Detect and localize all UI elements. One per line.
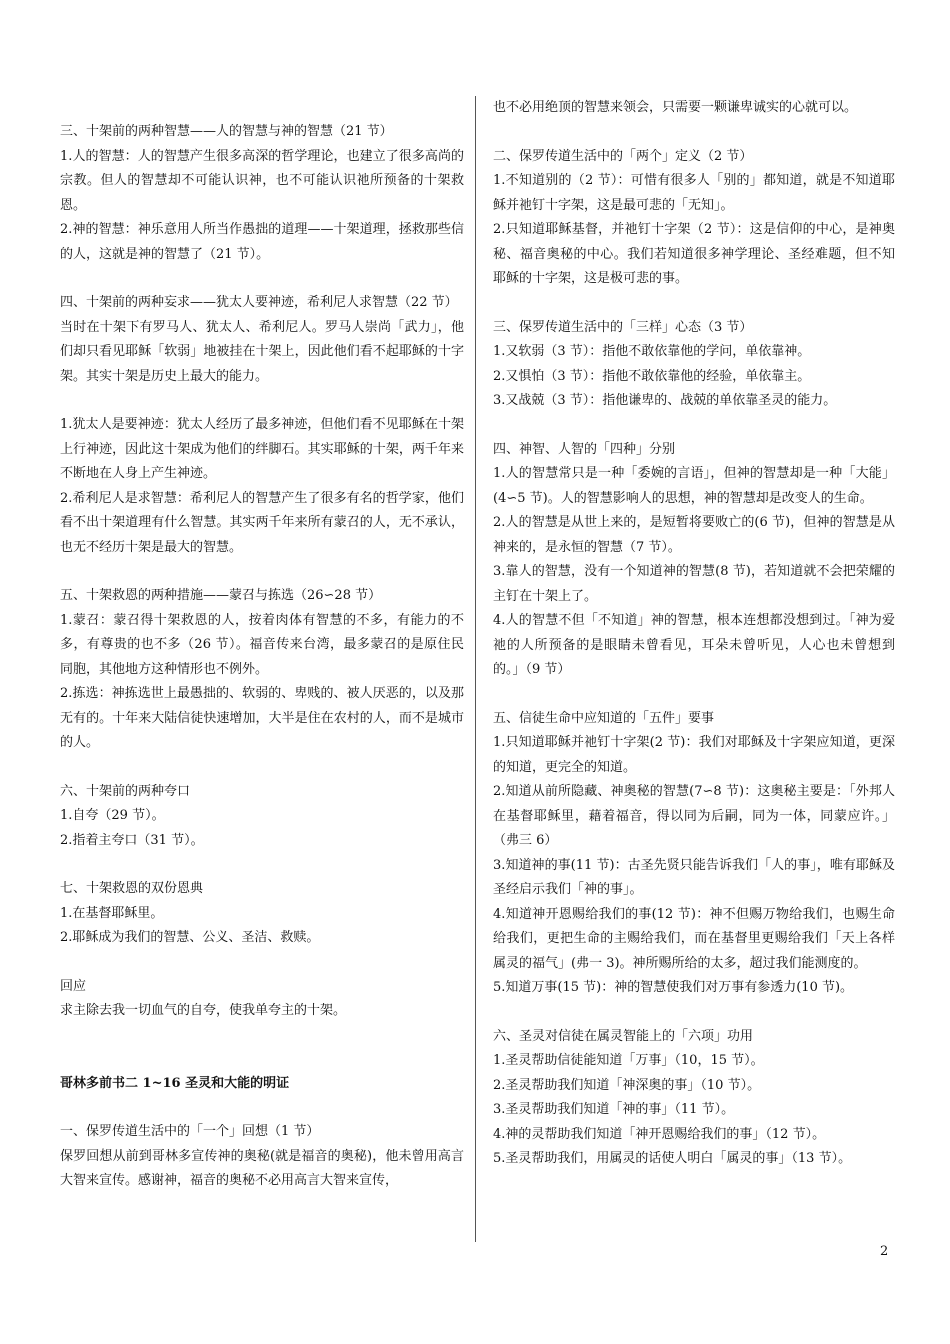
text-paragraph: 1.圣灵帮助信徒能知道「万事」（10，15 节）。 [493,1053,764,1068]
paragraph-gap [60,389,464,413]
text-paragraph: 4.人的智慧不但「不知道」神的智慧，根本连想都没想到过。「神为爱祂的人所预备的是眼睛未曾看见，耳朵未曾听见，人心也未曾想到的。」（9 节） [493,613,895,677]
text-paragraph: 1.又软弱（3 节）：指他不敢依靠他的学问，单依靠神。 [493,344,811,359]
text-paragraph: 3.又战兢（3 节）：指他谦卑的、战兢的单依靠圣灵的能力。 [493,393,837,408]
section-heading: 哥林多前书二 1~16 圣灵和大能的明证 [60,1075,290,1091]
text-paragraph: 2.知道从前所隐藏、神奥秘的智慧(7∽8 节)：这奥秘主要是：「外邦人在基督耶稣里，藉着福音，得以同为后嗣，同为一体，同蒙应许。」（弗三 6） [493,784,895,848]
text-paragraph: 3.靠人的智慧，没有一个知道神的智慧(8 节)，若知道就不会把荣耀的主钉在十架上了。 [493,564,895,604]
text-paragraph: 三、十架前的两种智慧——人的智慧与神的智慧（21 节） [60,124,393,139]
paragraph-gap [493,292,895,316]
text-paragraph: 五、十架救恩的两种措施——蒙召与拣选（26∽28 节） [60,588,382,603]
text-paragraph: 三、保罗传道生活中的「三样」心态（3 节） [493,319,753,335]
text-paragraph: 六、十架前的两种夸口 [60,783,191,799]
right-column [493,0,895,1172]
text-paragraph: 2.人的智慧是从世上来的，是短暂将要败亡的(6 节)，但神的智慧是从神来的，是永恒的智慧（7 节）。 [493,515,895,555]
paragraph-gap [60,267,464,291]
text-paragraph: 2.拣选：神拣选世上最愚拙的、软弱的、卑贱的、被人厌恶的，以及那无有的。十年来大陆信徒快速增加，大半是住在农村的人，而不是城市的人。 [60,686,464,750]
text-paragraph: 3.知道神的事(11 节)：古圣先贤只能告诉我们「人的事」，唯有耶稣及圣经启示我们「神的事」。 [493,857,895,897]
text-paragraph: 七、十架救恩的双份恩典 [60,881,204,896]
text-paragraph: 2.神的智慧：神乐意用人所当作愚拙的道理——十架道理，拯救那些信的人，这就是神的智慧了（21 节）。 [60,222,464,262]
paragraph-gap [493,414,895,438]
paragraph-gap [493,1001,895,1025]
text-paragraph: 1.不知道别的（2 节）：可惜有很多人「别的」都知道，就是不知道耶稣并祂钉十字架，这是最可悲的「无知」。 [493,173,895,213]
text-paragraph: 当时在十架下有罗马人、犹太人、希利尼人。罗马人崇尚「武力」，他们却只看见耶稣「软弱」地被挂在十架上，因此他们看不起耶稣的十字架。其实十架是历史上最大的能力。 [60,319,464,384]
text-paragraph: 4.知道神开恩赐给我们的事(12 节)：神不但赐万物给我们，也赐生命给我们，更把生命的主赐给我们，而在基督里更赐给我们「天上各样属灵的福气」(弗一 3)。神所赐所给的太多，超过我们能测度的。 [493,906,895,971]
page-number: 2 [880,1244,889,1259]
text-paragraph: 4.神的灵帮助我们知道「神开恩赐给我们的事」（12 节）。 [493,1126,826,1142]
text-paragraph: 求主除去我一切血气的自夸，使我单夸主的十架。 [60,1003,347,1018]
text-paragraph: 六、圣灵对信徒在属灵智能上的「六项」功用 [493,1028,754,1044]
text-paragraph: 2.指着主夸口（31 节）。 [60,832,204,848]
text-paragraph: 1.只知道耶稣并祂钉十字架(2 节)：我们对耶稣及十字架应知道，更深的知道，更完全的知道。 [493,735,895,775]
text-paragraph: 2.圣灵帮助我们知道「神深奥的事」（10 节）。 [493,1077,761,1093]
text-paragraph: 3.圣灵帮助我们知道「神的事」（11 节）。 [493,1102,735,1117]
paragraph-gap [493,683,895,707]
text-paragraph: 四、十架前的两种妄求——犹太人要神迹，希利尼人求智慧（22 节） [60,295,458,310]
text-paragraph: 回应 [60,978,87,994]
text-paragraph: 2.耶稣成为我们的智慧、公义、圣洁、救赎。 [60,930,320,945]
column-divider [475,96,476,1242]
paragraph-gap [60,756,464,780]
text-paragraph: 保罗回想从前到哥林多宣传神的奥秘(就是福音的奥秘)，他未曾用高言大智来宣传。感谢神，福音的奥秘不必用高言大智来宣传， [60,1148,464,1188]
section-gap [60,1024,464,1072]
text-paragraph: 也不必用绝顶的智慧来领会，只需要一颗谦卑诚实的心就可以。 [493,100,858,115]
text-paragraph: 五、信徒生命中应知道的「五件」要事 [493,710,715,726]
text-paragraph: 2.只知道耶稣基督，并祂钉十字架（2 节）：这是信仰的中心，是神奥秘、福音奥秘的中心。我们若知道很多神学理论、圣经难题，但不知耶稣的十字架，这是极可悲的事。 [493,222,895,286]
paragraph-gap [493,121,895,145]
text-paragraph: 1.人的智慧：人的智慧产生很多高深的哲学理论，也建立了很多高尚的宗教。但人的智慧却不可能认识神，也不可能认识祂所预备的十架救恩。 [60,148,464,213]
text-paragraph: 四、神智、人智的「四种」分别 [493,441,676,457]
text-paragraph: 二、保罗传道生活中的「两个」定义（2 节） [493,148,753,164]
paragraph-gap [60,560,464,584]
text-paragraph: 1.人的智慧常只是一种「委婉的言语」，但神的智慧却是一种「大能」(4∽5 节)。人的智慧影响人的思想，神的智慧却是改变人的生命。 [493,466,895,506]
text-paragraph: 1.犹太人是要神迹：犹太人经历了最多神迹，但他们看不见耶稣在十架上行神迹，因此这十架成为他们的绊脚石。其实耶稣的十架，两千年来不断地在人身上产生神迹。 [60,417,464,481]
text-paragraph: 5.知道万事(15 节)：神的智慧使我们对万事有参透力(10 节)。 [493,980,854,995]
text-paragraph: 2.希利尼人是求智慧：希利尼人的智慧产生了很多有名的哲学家，他们看不出十架道理有什么智慧。其实两千年来所有蒙召的人，无不承认，也无不经历十架是最大的智慧。 [60,490,464,555]
paragraph-gap [60,1096,464,1120]
text-paragraph: 1.在基督耶稣里。 [60,905,164,921]
paragraph-gap [60,951,464,975]
text-paragraph: 2.又惧怕（3 节）：指他不敢依靠他的经验，单依靠主。 [493,368,811,384]
paragraph-gap [60,853,464,877]
text-paragraph: 1.蒙召：蒙召得十架救恩的人，按着肉体有智慧的不多，有能力的不多，有尊贵的也不多（26 节）。福音传来台湾，最多蒙召的是原住民同胞，其他地方这种情形也不例外。 [60,612,464,677]
text-paragraph: 1.自夸（29 节）。 [60,808,165,823]
left-column [60,0,464,1194]
text-paragraph: 一、保罗传道生活中的「一个」回想（1 节） [60,1124,320,1139]
text-paragraph: 5.圣灵帮助我们，用属灵的话使人明白「属灵的事」（13 节）。 [493,1151,852,1166]
